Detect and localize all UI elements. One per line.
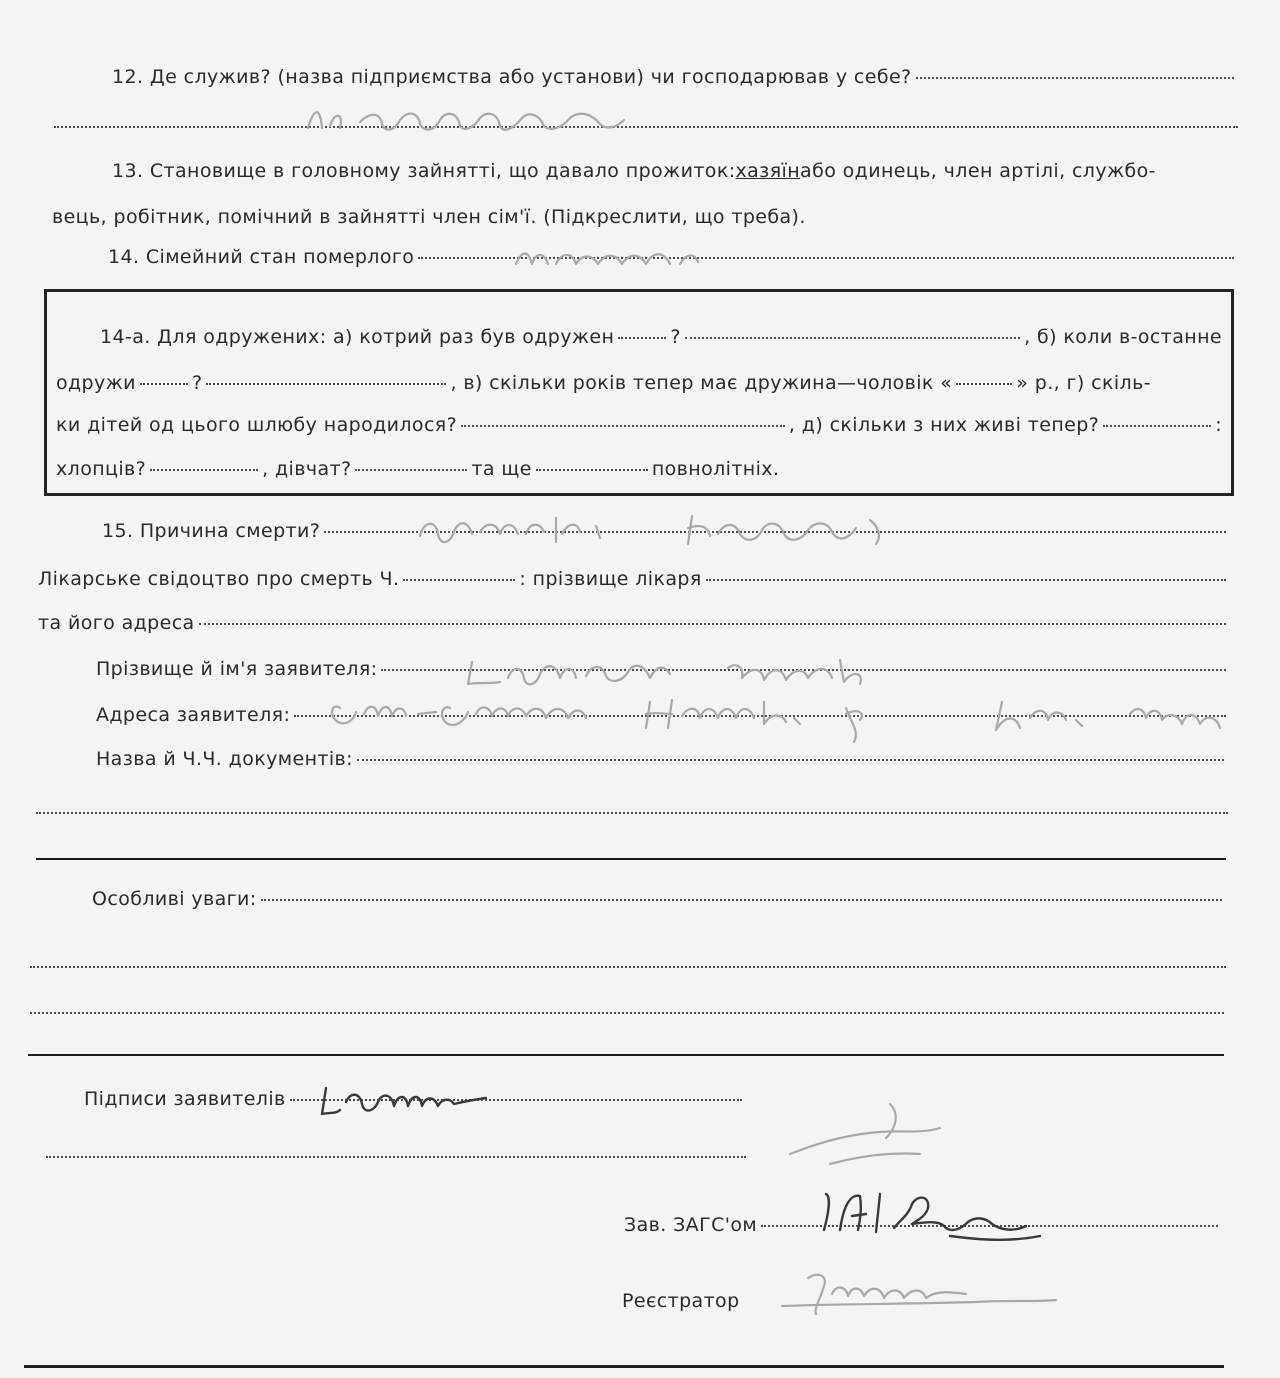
documents-row: [96, 748, 1228, 770]
documents-line-2[interactable]: [36, 812, 1228, 814]
section-divider-2: [28, 1054, 1224, 1056]
q14a-spouse-age-label: , в) скільки років тепер має дружина—чоловік «: [450, 372, 953, 394]
applicant-address-field[interactable]: [294, 715, 1226, 717]
q13-selected-option[interactable]: хазяїн: [735, 160, 801, 182]
q12-field[interactable]: [916, 77, 1234, 79]
section-divider-1: [36, 858, 1226, 860]
q14a-girls-field[interactable]: [355, 469, 467, 471]
q15-label: 15. Причина смерти?: [102, 520, 321, 542]
applicant-address-label: Адреса заявителя:: [96, 704, 291, 726]
q14a-q-mark-2: ?: [191, 372, 203, 394]
notes-line-3[interactable]: [30, 1012, 1224, 1014]
q14a-adults-field[interactable]: [536, 469, 648, 471]
q13-row-2: [52, 206, 806, 228]
q14a-marriage-count-label: 14-а. Для одружених: а) котрий раз був одружен: [100, 326, 615, 348]
q14a-row2-start: одружи: [56, 372, 136, 394]
medical-row: [38, 568, 1230, 590]
q14a-children-label-start: » р., г) скіль-: [1016, 372, 1151, 394]
applicant-name-field[interactable]: [381, 669, 1226, 671]
documents-label: Назва й Ч.Ч. документів:: [96, 748, 353, 770]
q14a-children-alive-field[interactable]: [1103, 425, 1211, 427]
q14a-marriage-count-field[interactable]: [618, 337, 666, 339]
notes-row: [92, 888, 1226, 910]
applicant-name-row: [96, 658, 1230, 680]
q14a-also-label: та ще: [471, 458, 532, 480]
q14-field[interactable]: [418, 257, 1234, 259]
q12-label: 12. Де служив? (назва підприємства або установи) чи господарював у себе?: [112, 66, 912, 88]
applicant-name-label: Прізвище й ім'я заявителя:: [96, 658, 378, 680]
handwritten-q12-answer: [300, 98, 640, 138]
stamp-scribble: [770, 1094, 970, 1174]
q14-row: [108, 246, 1238, 268]
q14a-adults-label: повнолітніх.: [651, 458, 780, 480]
notes-line-2[interactable]: [30, 966, 1226, 968]
q14a-q-mark-1: ?: [670, 326, 681, 348]
documents-field[interactable]: [357, 759, 1224, 761]
head-signature-row: [624, 1214, 1222, 1236]
doctor-surname-field[interactable]: [706, 579, 1226, 581]
registrar-signature-label: Реєстратор: [622, 1290, 740, 1312]
q14a-row-3: [56, 414, 1222, 436]
q13-row: [112, 160, 1156, 182]
applicant-signature-line-2[interactable]: [46, 1156, 746, 1158]
bottom-rule: [24, 1365, 1224, 1368]
applicant-signature-field[interactable]: [290, 1099, 742, 1101]
notes-field[interactable]: [261, 899, 1222, 901]
q14a-boys-field[interactable]: [150, 469, 258, 471]
q13-text-before: 13. Становище в головному зайнятті, що давало прожиток:: [112, 160, 736, 182]
doctor-address-field[interactable]: [199, 623, 1226, 625]
q12-row: [112, 66, 1238, 88]
q13-text-after: або одинець, член артілі, службо-: [800, 160, 1156, 182]
q13-line2: вець, робітник, помічний в зайнятті член сім'ї. (Підкреслити, що треба).: [52, 206, 806, 228]
q14a-field-1[interactable]: [685, 337, 1020, 339]
applicant-signature-label: Підписи заявителів: [84, 1088, 286, 1110]
medical-cert-label: Лікарське свідоцтво про смерть Ч.: [38, 568, 400, 590]
doctor-address-row: [38, 612, 1230, 634]
q14a-children-born-field[interactable]: [461, 425, 785, 427]
q14a-last-marriage-field[interactable]: [140, 383, 188, 385]
q14a-girls-label: , дівчат?: [262, 458, 352, 480]
medical-cert-number-field[interactable]: [403, 579, 515, 581]
head-signature-field[interactable]: [761, 1225, 1218, 1227]
q14a-row-4: [56, 458, 779, 480]
doctor-surname-label: : прізвище лікаря: [519, 568, 702, 590]
q14-label: 14. Сімейний стан померлого: [108, 246, 415, 268]
q14a-colon: :: [1215, 414, 1222, 436]
q14a-row-1: [100, 326, 1222, 348]
q15-row: [102, 520, 1230, 542]
q12-answer-line[interactable]: [54, 126, 1238, 128]
registrar-signature-row: [622, 1290, 1222, 1312]
applicant-address-row: [96, 704, 1230, 726]
q14a-spouse-age-field[interactable]: [956, 383, 1012, 385]
applicant-signature-row: [84, 1088, 746, 1110]
q14a-children-alive-label: , д) скільки з них живі тепер?: [788, 414, 1100, 436]
q14a-row-2: [56, 372, 1222, 394]
q14a-last-marriage-label: , б) коли в-останне: [1024, 326, 1222, 348]
q14a-children-born-label: ки дітей од цього шлюбу народилося?: [56, 414, 458, 436]
q14a-field-2[interactable]: [206, 383, 446, 385]
q15-field[interactable]: [324, 531, 1226, 533]
notes-label: Особливі уваги:: [92, 888, 257, 910]
doctor-address-label: та його адреса: [38, 612, 195, 634]
q14a-boys-label: хлопців?: [56, 458, 147, 480]
head-signature-label: Зав. ЗАГС'ом: [624, 1214, 758, 1236]
